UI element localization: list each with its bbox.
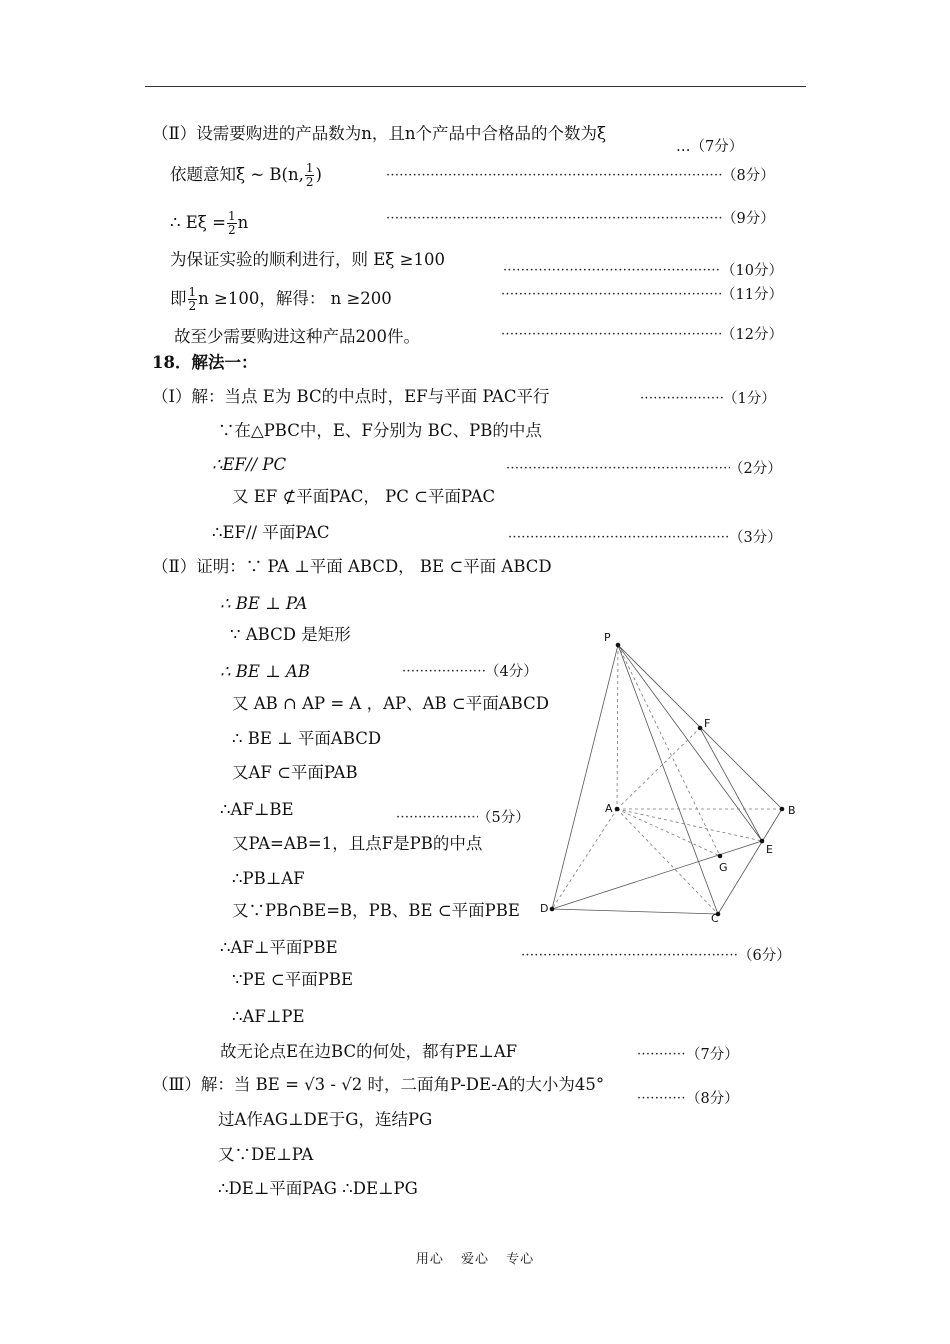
text-line: ∵PE ⊂平面PBE <box>232 970 353 989</box>
score-label: （10分） <box>721 263 783 279</box>
text-line: 又PA=AB=1，且点F是PB的中点 <box>232 834 483 853</box>
text-line: ∵ ABCD 是矩形 <box>230 625 351 644</box>
dot-leader <box>386 166 723 186</box>
label-e: E <box>766 843 773 856</box>
score-label: …（7分） <box>676 139 744 155</box>
dot-leader <box>637 1089 687 1109</box>
edge-ag-hidden <box>617 809 720 856</box>
score-label: （2分） <box>729 461 782 477</box>
text-line: （Ⅰ）解：当点 E为 BC的中点时，EF与平面 PAC平行 <box>152 387 550 406</box>
text-fragment: 即 <box>170 289 187 308</box>
score-label: （1分） <box>723 391 776 407</box>
text-line: 为保证实验的顺利进行，则 Eξ ≥100 <box>170 250 445 269</box>
footer-text: 用心 <box>415 1252 444 1267</box>
score-label: （9分） <box>722 211 775 227</box>
text-line: ∴ BE ⊥ PA <box>220 594 308 613</box>
edge-ad-hidden <box>552 809 617 909</box>
dot-leader <box>521 946 739 966</box>
page-footer <box>0 1248 950 1267</box>
point-p <box>616 643 621 648</box>
score-label: （3分） <box>729 530 782 546</box>
label-c: C <box>711 912 719 925</box>
text-line: ∵在△PBC中，E、F分别为 BC、PB的中点 <box>218 421 542 440</box>
footer-text: 专心 <box>506 1252 535 1267</box>
text-line: ∴AF⊥平面PBE <box>220 938 338 957</box>
edge-pe <box>618 645 762 841</box>
point-a <box>615 807 620 812</box>
dot-leader <box>501 325 721 345</box>
text-line: 故无论点E在边BC的何处，都有PE⊥AF <box>220 1042 518 1061</box>
score-label: （7分） <box>686 1047 739 1063</box>
text-line: 又 EF ⊄平面PAC， PC ⊂平面PAC <box>232 487 496 506</box>
fraction-num: 1 <box>188 285 197 299</box>
label-b: B <box>788 804 796 817</box>
footer-text: 爱心 <box>460 1252 489 1267</box>
label-a: A <box>605 802 613 815</box>
label-f: F <box>704 717 711 730</box>
edge-pg-hidden <box>618 645 720 856</box>
pyramid-figure <box>530 620 810 930</box>
text-line <box>170 162 322 189</box>
fraction <box>305 162 315 189</box>
text-line <box>170 210 248 237</box>
text-line: 又 AB ∩ AP = A ，AP、AB ⊂平面ABCD <box>232 694 549 713</box>
header-rule <box>145 86 806 87</box>
edge-de <box>552 841 762 909</box>
dot-leader <box>501 285 721 305</box>
dot-leader <box>640 389 724 409</box>
dot-leader <box>503 261 721 281</box>
score-label: （12分） <box>721 327 783 343</box>
label-g: G <box>719 861 728 874</box>
dot-leader <box>386 209 723 229</box>
dot-leader <box>637 1045 687 1065</box>
text-line: （Ⅲ）解：当 BE = √3 - √2 时，二面角P-DE-A的大小为45° <box>152 1075 605 1094</box>
text-line: ∴EF// PC <box>212 455 287 474</box>
text-line: 故至少需要购进这种产品200件。 <box>174 327 420 346</box>
dot-leader <box>402 662 486 682</box>
text-line: ∴ BE ⊥ AB <box>220 662 310 681</box>
text-line: 过A作AG⊥DE于G，连结PG <box>218 1110 433 1129</box>
text-fragment: ) <box>315 165 322 184</box>
edge-ac-hidden <box>617 809 718 914</box>
text-line: ∴EF// 平面PAC <box>212 523 330 542</box>
text-line: 又∵DE⊥PA <box>218 1145 314 1164</box>
fraction-num: 1 <box>305 161 314 175</box>
text-line: 又∵PB∩BE=B，PB、BE ⊂平面PBE <box>232 901 520 920</box>
text-line: ∴PB⊥AF <box>232 869 305 888</box>
fraction-num: 1 <box>227 209 236 223</box>
edge-pd <box>552 645 618 909</box>
score-label: （8分） <box>686 1091 739 1107</box>
score-label: （5分） <box>477 810 530 826</box>
dot-leader <box>508 528 730 548</box>
dot-leader <box>396 808 478 828</box>
edge-fe <box>700 728 762 841</box>
text-fragment: n <box>237 213 249 232</box>
text-line: （Ⅱ）设需要购进的产品数为n，且n个产品中合格品的个数为ξ <box>152 124 607 143</box>
edge-pa-hidden <box>617 645 618 809</box>
fraction-den: 2 <box>305 175 314 189</box>
score-label: （11分） <box>721 287 783 303</box>
fraction-den: 2 <box>227 223 236 237</box>
text-line: ∴AF⊥PE <box>232 1007 305 1026</box>
score-label: （8分） <box>722 168 775 184</box>
fraction <box>188 286 198 313</box>
text-fragment: 依题意知ξ ~ B(n, <box>170 165 304 184</box>
point-e <box>760 839 765 844</box>
text-line: （Ⅱ）证明：∵ PA ⊥平面 ABCD， BE ⊂平面 ABCD <box>152 557 552 576</box>
point-b <box>780 807 785 812</box>
score-label: （6分） <box>738 948 791 964</box>
text-fragment: ∴ Eξ = <box>170 213 226 232</box>
point-f <box>698 726 703 731</box>
point-d <box>550 907 555 912</box>
point-g <box>718 854 723 859</box>
fraction-den: 2 <box>188 299 197 313</box>
label-p: P <box>604 631 611 644</box>
text-line: 又AF ⊂平面PAB <box>232 763 358 782</box>
problem-heading: 18．解法一： <box>152 353 258 372</box>
text-line: ∴DE⊥平面PAG ∴DE⊥PG <box>218 1179 418 1198</box>
edge-dc <box>552 909 718 914</box>
score-label: （4分） <box>485 664 538 680</box>
dot-leader <box>506 459 730 479</box>
text-line: ∴ BE ⊥ 平面ABCD <box>232 729 382 748</box>
text-line <box>170 286 392 313</box>
text-fragment: n ≥100，解得： n ≥200 <box>198 289 392 308</box>
label-d: D <box>540 902 549 915</box>
text-line: ∴AF⊥BE <box>220 800 294 819</box>
fraction <box>227 210 237 237</box>
edge-af-hidden <box>617 728 700 809</box>
edge-pc <box>618 645 718 914</box>
